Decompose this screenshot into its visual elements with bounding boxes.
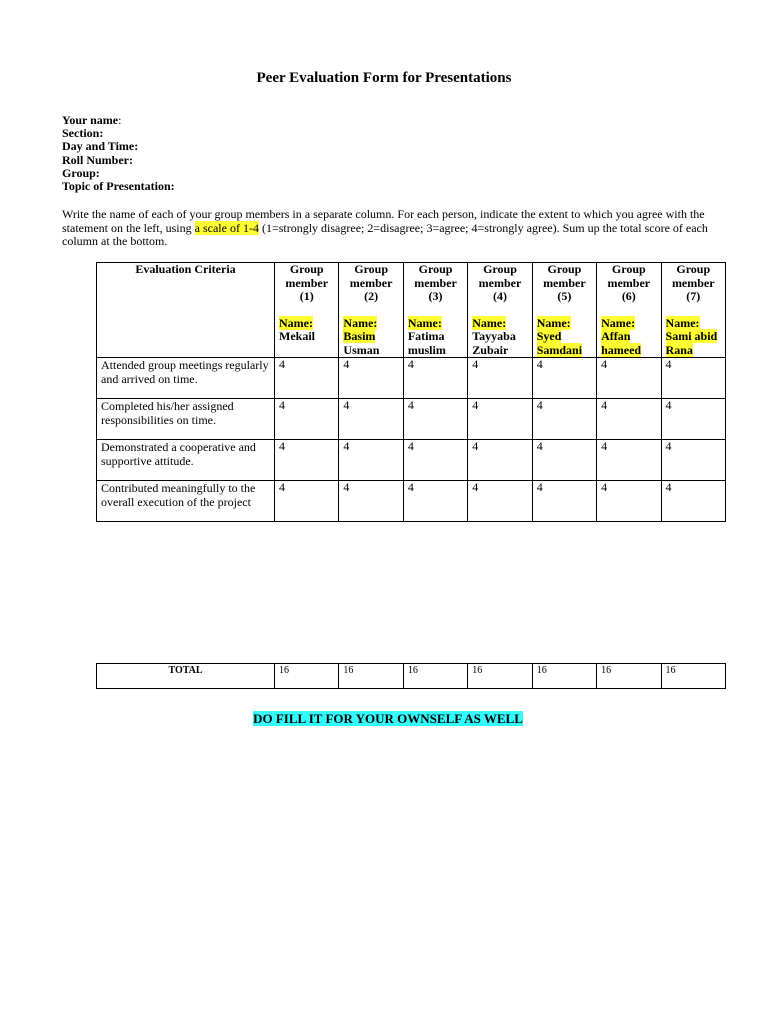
member-header-label: Group member (7) — [671, 262, 715, 303]
member-header-4 — [468, 263, 532, 358]
score-cell[interactable]: 4 — [275, 358, 339, 399]
score-cell[interactable]: 4 — [661, 399, 725, 440]
member-name — [537, 317, 592, 358]
scale-highlight: a scale of 1-4 — [194, 220, 259, 235]
score-cell[interactable]: 4 — [468, 440, 532, 481]
score-cell[interactable]: 4 — [661, 481, 725, 522]
member-name-value: Sami abid Rana — [665, 329, 718, 357]
field-section: Section: — [62, 126, 104, 141]
score-cell[interactable]: 4 — [275, 481, 339, 522]
member-name-value: Affan hameed — [601, 329, 642, 357]
totals-row — [97, 664, 726, 689]
criterion-cell: Attended group meetings regularly and arrived on time. — [97, 358, 275, 399]
score-cell[interactable]: 4 — [275, 399, 339, 440]
member-header-7 — [661, 263, 725, 358]
score-cell[interactable]: 4 — [403, 440, 467, 481]
score-cell[interactable]: 4 — [403, 399, 467, 440]
page-title: Peer Evaluation Form for Presentations — [256, 70, 512, 86]
member-header-3 — [403, 263, 467, 358]
member-name-rest: Tayyaba Zubair — [472, 329, 516, 357]
member-name-value: Basim — [343, 329, 376, 343]
member-name — [666, 317, 721, 358]
member-name — [601, 317, 656, 358]
member-header-1 — [275, 263, 339, 358]
field-day-time: Day and Time: — [62, 139, 139, 154]
score-cell[interactable]: 4 — [468, 358, 532, 399]
total-cell[interactable]: 16 — [597, 664, 661, 689]
score-cell[interactable]: 4 — [597, 440, 661, 481]
member-header-label: Group member (6) — [607, 262, 651, 303]
score-cell[interactable]: 4 — [403, 481, 467, 522]
table-row — [97, 358, 726, 399]
member-name — [279, 317, 334, 344]
field-topic: Topic of Presentation: — [62, 179, 175, 194]
member-header-label: Group member (4) — [478, 262, 522, 303]
total-cell[interactable]: 16 — [275, 664, 339, 689]
totals-table — [96, 663, 726, 689]
field-roll-number: Roll Number: — [62, 152, 133, 167]
member-name-rest: Fatima muslim — [407, 329, 446, 357]
name-label: Name: — [665, 315, 700, 330]
score-cell[interactable]: 4 — [532, 399, 596, 440]
table-row — [97, 399, 726, 440]
score-cell[interactable]: 4 — [468, 481, 532, 522]
score-cell[interactable]: 4 — [661, 358, 725, 399]
score-cell[interactable]: 4 — [339, 399, 403, 440]
name-label: Name: — [279, 315, 313, 330]
total-cell[interactable]: 16 — [661, 664, 725, 689]
criteria-header: Evaluation Criteria — [97, 263, 275, 358]
score-cell[interactable]: 4 — [275, 440, 339, 481]
criterion-cell: Demonstrated a cooperative and supportive attitude. — [97, 440, 275, 481]
member-name — [472, 317, 527, 358]
member-name-rest: Mekail — [279, 329, 315, 343]
total-cell[interactable]: 16 — [468, 664, 532, 689]
member-name-value: Syed Samdani — [536, 329, 583, 357]
field-your-name: Your name: — [62, 113, 122, 127]
total-cell[interactable]: 16 — [339, 664, 403, 689]
score-cell[interactable]: 4 — [532, 481, 596, 522]
total-cell[interactable]: 16 — [403, 664, 467, 689]
score-cell[interactable]: 4 — [532, 440, 596, 481]
member-header-2 — [339, 263, 403, 358]
score-cell[interactable]: 4 — [339, 358, 403, 399]
field-group: Group: — [62, 165, 100, 180]
table-row — [97, 440, 726, 481]
total-cell[interactable]: 16 — [532, 664, 596, 689]
member-header-label: Group member (5) — [543, 262, 586, 303]
score-cell[interactable]: 4 — [468, 399, 532, 440]
name-label: Name: — [536, 315, 571, 330]
member-header-5 — [532, 263, 596, 358]
member-name-rest: Usman — [343, 342, 380, 357]
member-header-6 — [597, 263, 661, 358]
member-header-label: Group member (2) — [349, 262, 393, 303]
score-cell[interactable]: 4 — [532, 358, 596, 399]
criterion-cell: Contributed meaningfully to the overall execution of the project — [97, 481, 275, 522]
score-cell[interactable]: 4 — [597, 358, 661, 399]
fill-note: DO FILL IT FOR YOUR OWNSELF AS WELL — [253, 711, 523, 726]
member-name — [343, 317, 398, 358]
evaluation-table — [96, 262, 726, 522]
score-cell[interactable]: 4 — [597, 399, 661, 440]
score-cell[interactable]: 4 — [339, 440, 403, 481]
total-label: TOTAL — [97, 664, 275, 689]
member-name — [408, 317, 463, 358]
score-cell[interactable]: 4 — [597, 481, 661, 522]
member-header-label: Group member (3) — [414, 262, 457, 303]
score-cell[interactable]: 4 — [403, 358, 467, 399]
table-header-row — [97, 263, 726, 358]
instructions-paragraph: Write the name of each of your group members in a separate column. For each person, indicate the extent to which you agree with the statement on the left, using a scale of 1-4 (1=strongly disagree; 2=disagree; 3=agree; 4=strongly agree). Sum up the total score of each column at the bottom. — [62, 207, 708, 248]
score-cell[interactable]: 4 — [661, 440, 725, 481]
name-label: Name: — [343, 315, 378, 330]
name-label: Name: — [601, 315, 636, 330]
member-header-label: Group member (1) — [285, 262, 329, 303]
name-label: Name: — [407, 315, 442, 330]
name-label: Name: — [472, 315, 507, 330]
table-row — [97, 481, 726, 522]
form-fields — [62, 114, 175, 193]
score-cell[interactable]: 4 — [339, 481, 403, 522]
criterion-cell: Completed his/her assigned responsibilities on time. — [97, 399, 275, 440]
